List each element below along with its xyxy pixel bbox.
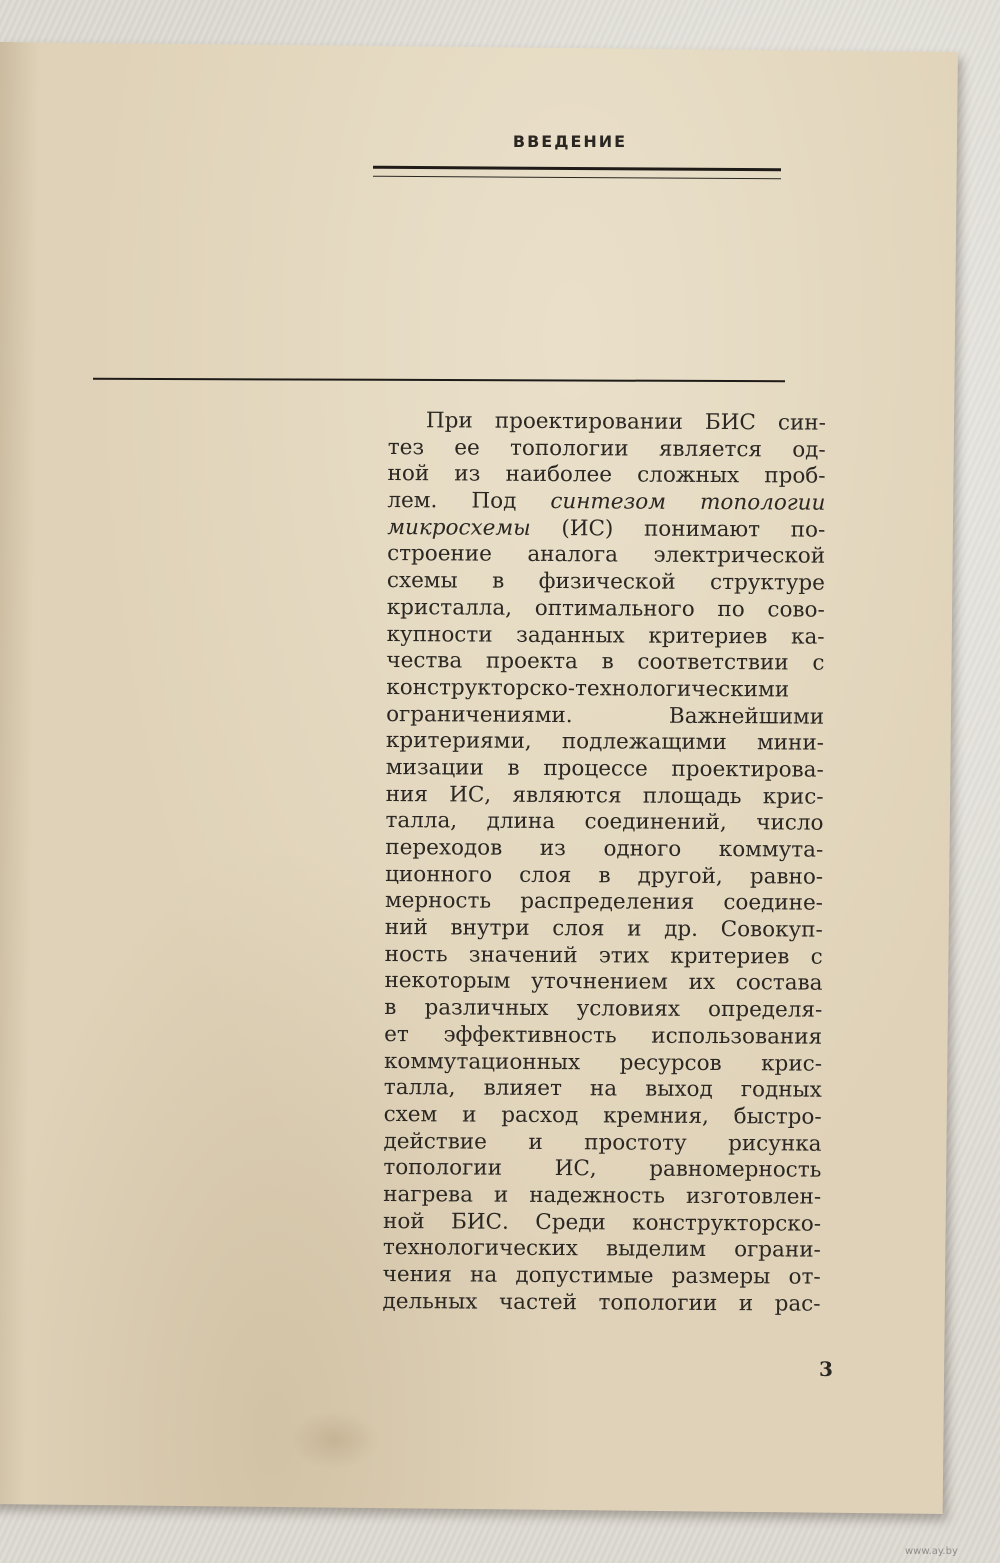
word: некоторым [384, 968, 511, 995]
word: ний [384, 915, 428, 941]
word: в [507, 755, 520, 781]
word: рисунка [728, 1130, 822, 1157]
word: проектировании [494, 408, 683, 435]
word: ной [382, 1208, 425, 1234]
word: изготовлен- [685, 1183, 822, 1210]
word: ИС, [449, 782, 492, 808]
word: талла, [385, 808, 458, 834]
word: технологических [382, 1235, 579, 1262]
word: проб- [764, 463, 826, 490]
word: и [493, 1182, 509, 1208]
word: годных [740, 1077, 822, 1103]
word: др. [664, 916, 699, 942]
word: в [384, 995, 397, 1021]
text-line [386, 675, 824, 704]
word: площадь [642, 783, 742, 809]
word: в [492, 568, 505, 594]
word: талла, [383, 1075, 456, 1101]
word: заданных [516, 622, 625, 648]
word: проектирова- [671, 756, 824, 783]
word: соответствии [637, 649, 789, 676]
word: наиболее [505, 462, 613, 488]
word: мизации [385, 754, 484, 781]
word: выход [645, 1076, 713, 1103]
word: крис- [762, 783, 824, 810]
word: критериями, [385, 728, 532, 755]
word: ка- [791, 623, 825, 650]
word: и [462, 1102, 477, 1128]
word: нагрева [383, 1181, 474, 1208]
text-line [388, 435, 826, 464]
word: купности [386, 621, 493, 648]
word: являются [512, 782, 622, 809]
word: Важнейшими [668, 703, 825, 730]
text-line [387, 621, 825, 650]
text-line [387, 595, 825, 624]
word: ее [454, 435, 480, 461]
word: от- [788, 1264, 821, 1290]
word: из [539, 835, 566, 862]
word: конструкторско-технологическими [386, 674, 790, 703]
word: и [738, 1290, 754, 1316]
text-line [386, 702, 824, 731]
word: условиях [576, 996, 681, 1022]
word: топологии [598, 1289, 718, 1316]
text-line [385, 808, 823, 837]
word: топологии [700, 489, 826, 516]
word: схем [383, 1101, 438, 1128]
word: сово- [767, 597, 825, 623]
text-line [385, 942, 823, 971]
text-line [387, 541, 825, 570]
text-line [387, 515, 825, 544]
text-line [386, 648, 824, 677]
text-line [385, 862, 823, 891]
word: ограни- [734, 1237, 821, 1263]
word: сложных [637, 462, 740, 489]
word: одного [603, 836, 682, 862]
word: понимают [643, 516, 761, 543]
text-line [384, 1075, 822, 1104]
word: внутри [450, 915, 530, 941]
text-line [385, 915, 823, 944]
word: (ИС) [561, 515, 614, 542]
text-line [384, 995, 822, 1024]
text-line [384, 1022, 822, 1051]
text-line [388, 461, 826, 490]
word: микросхемы [387, 514, 531, 541]
word: выделим [606, 1236, 707, 1263]
word: лем. [387, 488, 438, 514]
text-line [385, 835, 823, 864]
word: действие [383, 1128, 487, 1155]
word: ной [387, 461, 430, 487]
text-line [386, 782, 824, 811]
text-line [383, 1155, 821, 1184]
word: физической [538, 569, 676, 595]
word: БИС. [450, 1209, 509, 1235]
word: число [756, 810, 824, 836]
word: в [598, 862, 611, 889]
page-number: 3 [819, 1357, 833, 1381]
word: простоту [584, 1129, 687, 1156]
word: топологии [383, 1155, 503, 1181]
word: проекта [485, 648, 578, 675]
word: по- [790, 517, 826, 543]
text-line [384, 1048, 822, 1077]
word: длина [486, 808, 556, 835]
word: Под [471, 488, 517, 514]
word: конструкторско- [632, 1210, 822, 1237]
word: оптимального [534, 595, 695, 622]
word: ресурсов [619, 1049, 722, 1076]
word: распределения [520, 889, 695, 916]
word: значений [468, 942, 578, 968]
text-line [387, 568, 825, 597]
word: состава [735, 970, 823, 997]
word: слоя [552, 916, 605, 942]
word: этих [598, 943, 650, 969]
word: является [658, 436, 763, 462]
word: определя- [708, 997, 823, 1023]
word: мини- [756, 730, 825, 756]
word: дельных [382, 1288, 478, 1315]
word: ет [384, 1021, 409, 1047]
word: частей [498, 1289, 578, 1315]
word: коммута- [718, 837, 824, 863]
word: аналога [527, 542, 619, 568]
word: надежность [529, 1182, 666, 1209]
word: крис- [761, 1050, 823, 1077]
word: критериев [670, 943, 790, 970]
word: чества [386, 648, 463, 674]
word: критериев [648, 623, 768, 649]
word: по [717, 596, 745, 622]
word: При [425, 408, 473, 434]
word: синтезом [550, 489, 667, 515]
word: схемы [386, 568, 458, 594]
word: допустимые [515, 1262, 654, 1289]
word: син- [777, 410, 826, 436]
word: ограничениями. [386, 701, 573, 728]
word: электрической [653, 543, 826, 570]
word: переходов [385, 834, 503, 861]
word: равно- [749, 863, 824, 890]
text-line [386, 728, 824, 757]
word: чения [382, 1261, 452, 1288]
word: Совокуп- [720, 917, 823, 943]
text-line [386, 755, 824, 784]
word: тез [387, 434, 425, 460]
text-line [382, 1289, 820, 1318]
chapter-heading: ВВЕДЕНИЕ [512, 132, 628, 151]
watermark: www.ay.by [905, 1546, 958, 1557]
word: ния [385, 781, 428, 807]
word: коммутационных [383, 1048, 581, 1075]
word: строение [387, 541, 492, 568]
word: другой, [637, 863, 723, 889]
paper-stain [290, 1410, 380, 1470]
word: равномерность [649, 1156, 822, 1183]
word: в [601, 649, 614, 675]
word: на [470, 1262, 498, 1288]
word: влияет [483, 1075, 562, 1102]
word: быстро- [733, 1104, 822, 1130]
word: слоя [519, 862, 572, 888]
text-line [387, 488, 825, 517]
text-line [388, 408, 826, 437]
word: кремния, [603, 1103, 709, 1129]
word: с [810, 944, 823, 970]
word: эффективность [443, 1022, 617, 1049]
word: с [812, 650, 825, 676]
word: расход [501, 1102, 579, 1129]
word: соединений, [584, 809, 727, 836]
text-line [385, 888, 823, 917]
word: подлежащими [561, 729, 727, 756]
word: размеры [671, 1263, 771, 1290]
word: уточнением [530, 969, 669, 996]
word: од- [792, 437, 826, 463]
word: и [627, 916, 642, 942]
word: ИС, [554, 1156, 597, 1182]
text-line [383, 1262, 821, 1291]
word: топологии [509, 435, 629, 462]
word: ность [384, 941, 448, 968]
word: мерность [384, 888, 492, 915]
word: их [688, 970, 716, 996]
text-line [384, 968, 822, 997]
word: из [454, 461, 481, 487]
text-line [383, 1209, 821, 1238]
word: на [589, 1076, 618, 1102]
word: и [528, 1129, 543, 1155]
word: соедине- [723, 890, 824, 917]
text-line [384, 1102, 822, 1131]
word: кристалла, [386, 594, 513, 621]
word: процессе [543, 755, 648, 782]
text-line [383, 1129, 821, 1158]
word: БИС [704, 409, 756, 436]
word: ционного [385, 861, 493, 888]
word: рас- [774, 1291, 821, 1317]
body-text [382, 408, 826, 1318]
word: использования [651, 1023, 823, 1050]
word: Среди [535, 1209, 606, 1235]
word: различных [424, 995, 549, 1022]
text-line [383, 1235, 821, 1264]
word: структуре [710, 570, 825, 596]
text-line [383, 1182, 821, 1211]
